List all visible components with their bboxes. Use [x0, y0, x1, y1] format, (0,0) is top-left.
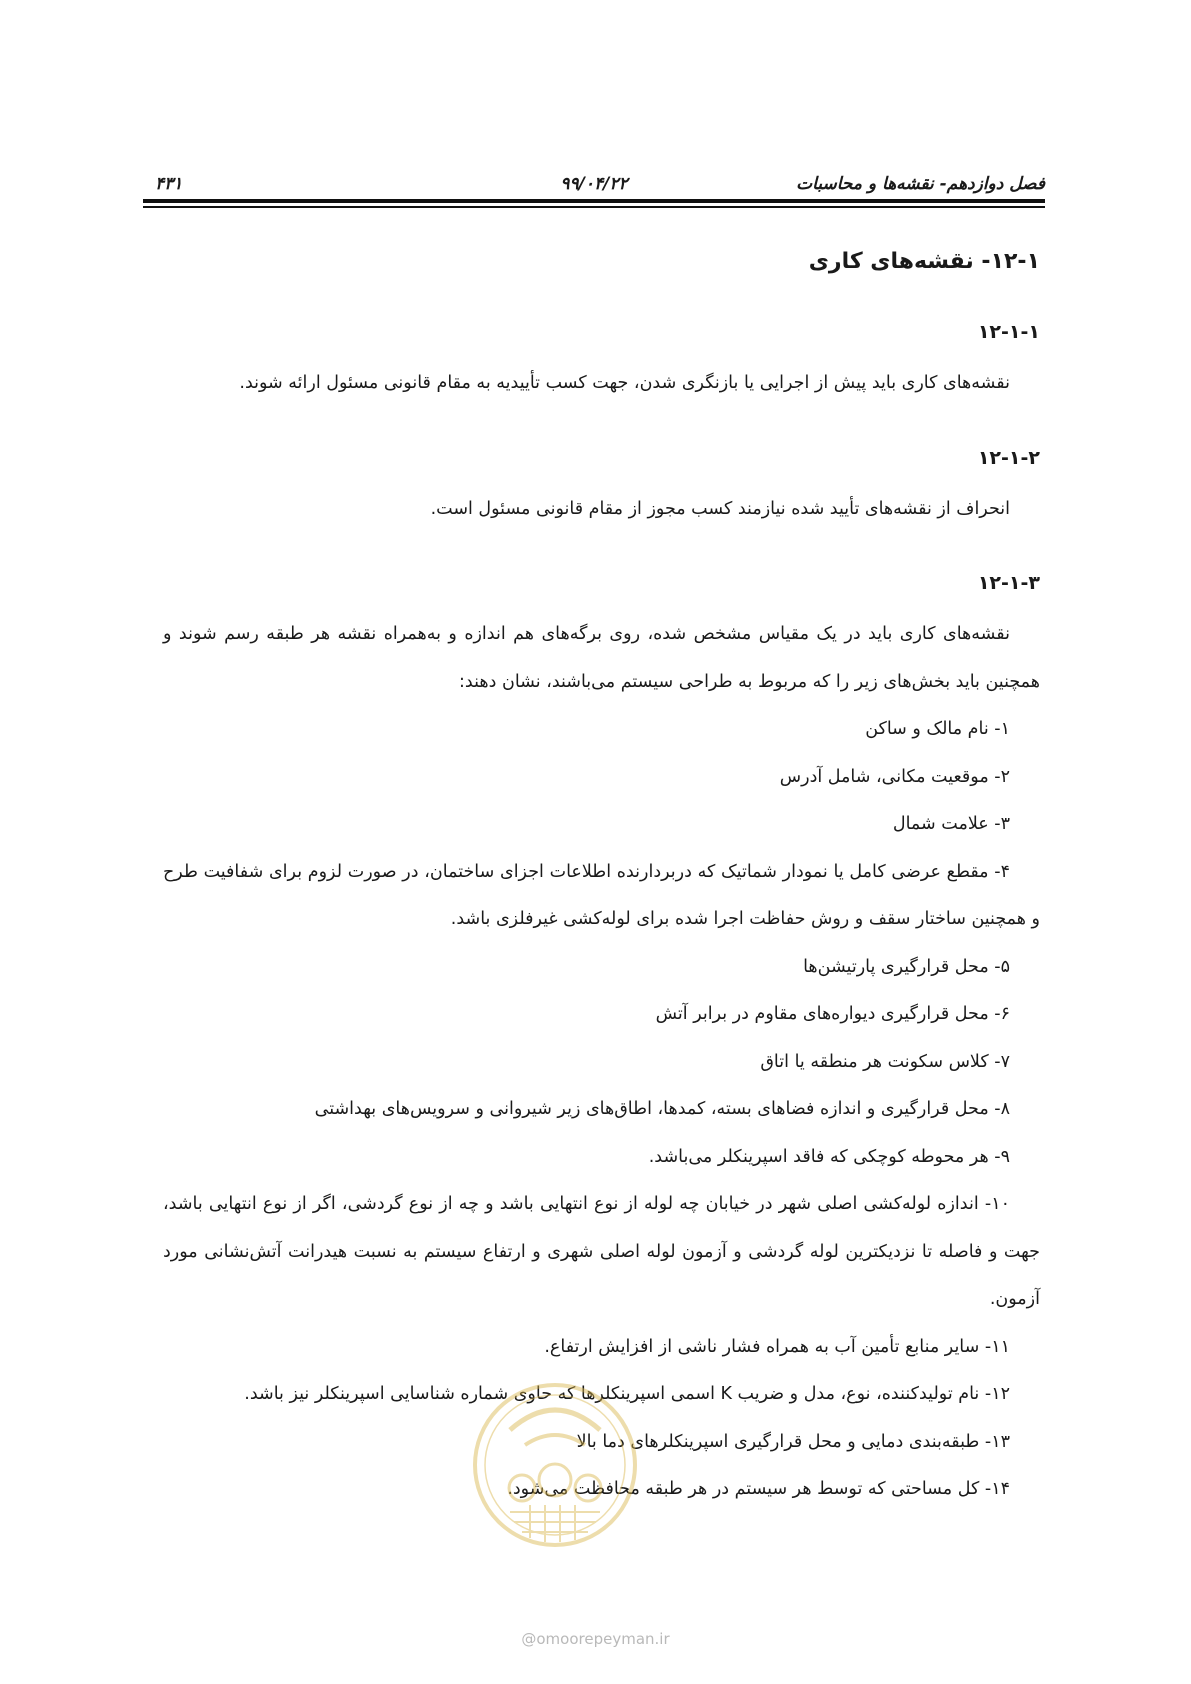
list-item: ۸- محل قرارگیری و اندازه فضاهای بسته، کمدها، اطاق‌های زیر شیروانی و سرویس‌های بهداشتی	[314, 1099, 1010, 1119]
list-item: ۱۴- کل مساحتی که توسط هر سیستم در هر طبقه محافظت می‌شود.	[507, 1479, 1010, 1499]
list-item: ۳- علامت شمال	[892, 814, 1010, 834]
list-item: ۱۲- نام تولیدکننده، نوع، مدل و ضریب K اسمی اسپرینکلرها که حاوی شماره شناسایی اسپرینکلر نیز باشد.	[244, 1384, 1010, 1404]
list-item: ۴- مقطع عرضی کامل یا نمودار شماتیک که دربردارنده اطلاعات اجزای ساختمان، در صورت لزوم برای شفافیت طرح و همچنین ساختار سقف و روش حفاظت اجرا شده برای لوله‌کشی غیرفلزی باشد.	[163, 861, 1040, 929]
list-item: ۹- هر محوطه کوچکی که فاقد اسپرینکلر می‌باشد.	[648, 1146, 1010, 1167]
list-item: ۵- محل قرارگیری پارتیشن‌ها	[803, 956, 1010, 977]
section-title: ۱۲-۱- نقشه‌های کاری	[808, 249, 1040, 274]
list-item: ۱- نام مالک و ساکن	[865, 719, 1010, 739]
watermark-site: @omoorepeyman.ir	[521, 1630, 670, 1648]
clause-number: ۱۲-۱-۲	[977, 446, 1040, 469]
list-item: ۱۰- اندازه لوله‌کشی اصلی شهر در خیابان چه لوله از نوع انتهایی باشد و چه از نوع گردشی، اگر از نوع انتهایی باشد، جهت و فاصله تا نزدیکترین لوله گردشی و آزمون لوله اصلی شهری و ارتفاع سیستم به نسبت هیدرانت آتش‌نشانی مورد آزمون.	[163, 1194, 1040, 1309]
page-number: ۴۳۱	[155, 174, 183, 194]
list-item: ۷- کلاس سکونت هر منطقه یا اتاق	[760, 1051, 1010, 1072]
watermark-logo	[470, 1380, 640, 1550]
header-date: ۹۹/۰۴/۲۲	[560, 174, 628, 194]
clause-number: ۱۲-۱-۱	[977, 321, 1040, 343]
list-item: ۱۳- طبقه‌بندی دمایی و محل قرارگیری اسپرینکلرهای دما بالا	[576, 1431, 1010, 1452]
header-rule-thick	[143, 199, 1045, 203]
chapter-title: فصل دوازدهم- نقشه‌ها و محاسبات	[796, 174, 1045, 194]
clause-number: ۱۲-۱-۳	[977, 572, 1040, 594]
clause-text: نقشه‌های کاری باید پیش از اجرایی یا بازنگری شدن، جهت کسب تأییدیه به مقام قانونی مسئول ارائه شوند.	[239, 373, 1010, 393]
clause-text: نقشه‌های کاری باید در یک مقیاس مشخص شده، روی برگه‌های هم اندازه و به‌همراه نقشه هر طبقه رسم شوند و همچنین باید بخش‌های زیر را که مربوط به طراحی سیستم می‌باشند، نشان دهند:	[163, 624, 1040, 692]
page-content	[163, 238, 1040, 1514]
clause-text: انحراف از نقشه‌های تأیید شده نیازمند کسب مجوز از مقام قانونی مسئول است.	[430, 498, 1010, 519]
list-item: ۶- محل قرارگیری دیواره‌های مقاوم در برابر آتش	[655, 1004, 1010, 1024]
list-item: ۲- موقعیت مکانی، شامل آدرس	[779, 766, 1010, 787]
header-rule-thin	[143, 206, 1045, 208]
list-item: ۱۱- سایر منابع تأمین آب به همراه فشار ناشی از افزایش ارتفاع.	[544, 1336, 1010, 1357]
